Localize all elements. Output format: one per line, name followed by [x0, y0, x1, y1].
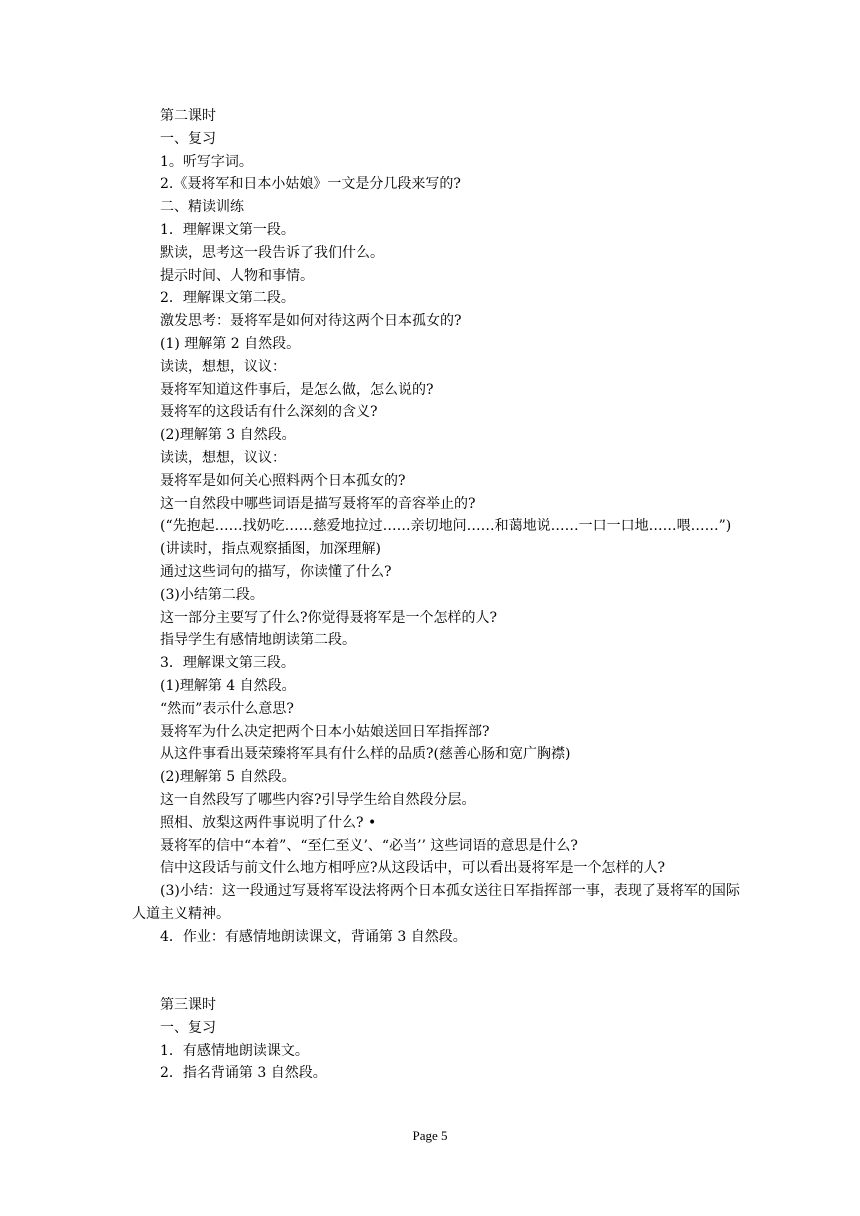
- text-line: 从这件事看出聂荣臻将军具有什么样的品质?(慈善心肠和宽广胸襟): [160, 746, 571, 763]
- text-line: 2．理解课文第二段。: [160, 290, 295, 307]
- text-line: 1．有感情地朗读课文。: [160, 1042, 309, 1059]
- text-line: 这一自然段中哪些词语是描写聂将军的音容举止的?: [160, 495, 476, 512]
- text-line: (1)理解第 4 自然段。: [160, 677, 296, 694]
- text-line: (3)小结第二段。: [160, 586, 264, 603]
- text-line: 激发思考：聂将军是如何对待这两个日本孤女的?: [160, 313, 462, 330]
- section-heading-reading: 二、精读训练: [160, 199, 244, 216]
- text-line: 聂将军的信中“本着”、“至仁至义’、“必当’’ 这些词语的意思是什么?: [160, 837, 578, 854]
- text-line: 信中这段话与前文什么地方相呼应?从这段话中，可以看出聂将军是一个怎样的人?: [160, 860, 666, 877]
- page-number: Page 5: [412, 1128, 448, 1143]
- section-heading-review: 一、复习: [160, 130, 216, 147]
- text-line: 3．理解课文第三段。: [160, 655, 295, 672]
- text-line: 指导学生有感情地朗读第二段。: [160, 632, 356, 649]
- text-line: (2)理解第 3 自然段。: [160, 427, 296, 444]
- text-line: 默读，思考这一段告诉了我们什么。: [160, 244, 384, 261]
- text-line: “然而”表示什么意思?: [160, 700, 294, 717]
- text-line: 提示时间、人物和事情。: [160, 267, 314, 284]
- text-line: 聂将军知道这件事后，是怎么做，怎么说的?: [160, 381, 434, 398]
- text-line: 通过这些词句的描写，你读懂了什么?: [160, 563, 392, 580]
- section-spacer: [132, 948, 740, 994]
- document-body: [132, 105, 740, 1085]
- text-line: (讲读时，指点观察插图，加深理解): [160, 541, 381, 558]
- text-line: (1) 理解第 2 自然段。: [160, 335, 301, 352]
- section-heading-review: 一、复习: [160, 1019, 216, 1036]
- text-paragraph-quote: (“先抱起……找奶吃……慈爱地拉过……亲切地问……和蔼地说……一口一口地……喂……”): [160, 518, 732, 535]
- lesson-heading-2: 第二课时: [160, 108, 216, 124]
- text-line: 这一部分主要写了什么?你觉得聂将军是一个怎样的人?: [160, 609, 498, 626]
- text-line: 聂将军是如何关心照料两个日本孤女的?: [160, 472, 406, 489]
- text-line: (2)理解第 5 自然段。: [160, 769, 296, 786]
- text-line: 2．指名背诵第 3 自然段。: [160, 1065, 327, 1082]
- text-line: 4．作业：有感情地朗读课文，背诵第 3 自然段。: [160, 928, 467, 945]
- lesson-heading-3: 第三课时: [160, 997, 216, 1014]
- text-line: 1．理解课文第一段。: [160, 221, 295, 238]
- text-line: 聂将军的这段话有什么深刻的含义?: [160, 404, 378, 421]
- text-line: 聂将军为什么决定把两个日本小姑娘送回日军指挥部?: [160, 723, 490, 740]
- text-line: 1。听写字词。: [160, 153, 253, 170]
- text-line: 2.《聂将军和日本小姑娘》一文是分几段来写的?: [160, 176, 461, 193]
- text-paragraph-summary: (3)小结：这一段通过写聂将军设法将两个日本孤女送往日军指挥部一事，表现了聂将军的国际人道主义精神。: [132, 883, 740, 922]
- text-line: 照相、放梨这两件事说明了什么? •: [160, 814, 377, 831]
- text-line: 这一自然段写了哪些内容?引导学生给自然段分层。: [160, 791, 476, 808]
- text-line: 读读，想想，议议：: [160, 449, 286, 466]
- text-line: 读读，想想，议议：: [160, 358, 286, 375]
